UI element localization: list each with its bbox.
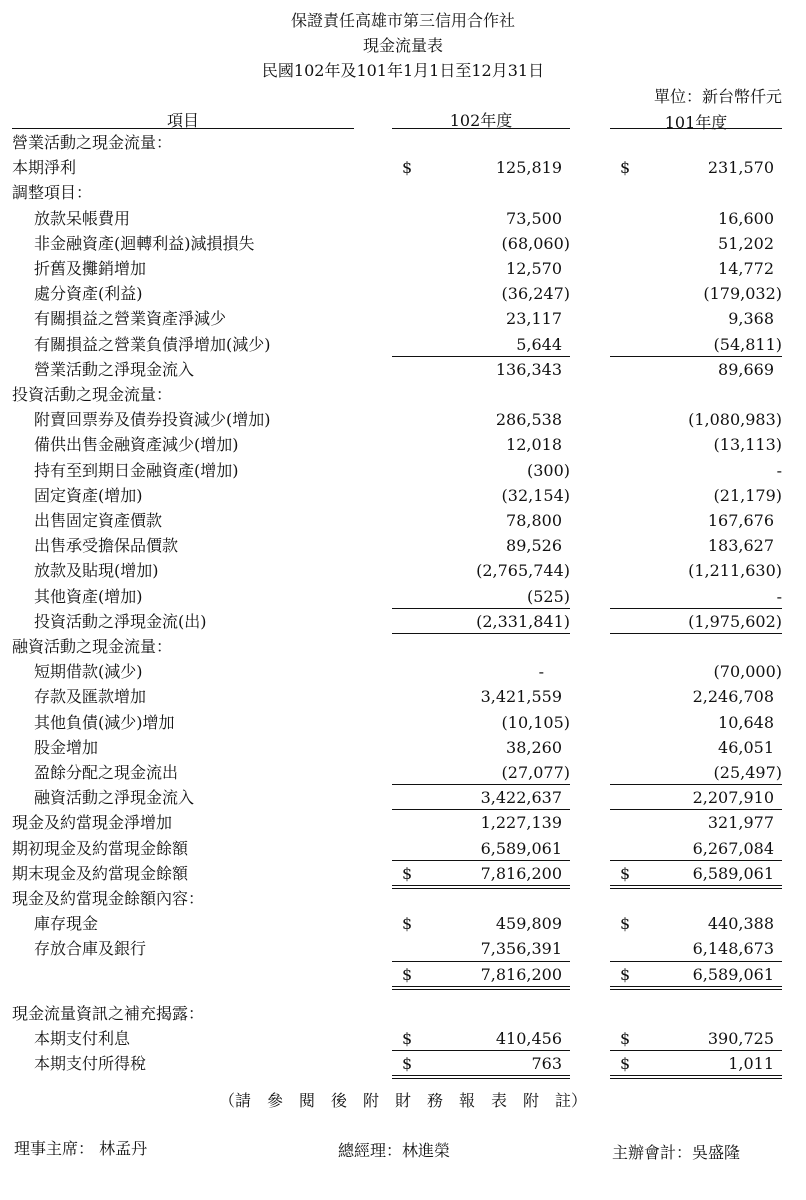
row-label: 有關損益之營業負債淨增加(減少) xyxy=(34,334,271,354)
row-label: 備供出售金融資產減少(增加) xyxy=(34,435,239,455)
row-label: 出售承受擔保品價款 xyxy=(34,536,179,556)
table-row xyxy=(0,1051,806,1076)
value-101: 440,388 xyxy=(707,914,774,934)
chief-accountant-signature: 主辦會計：吳盛隆 xyxy=(612,1143,741,1162)
header-rule-101 xyxy=(610,128,782,129)
value-101: (1,975,602) xyxy=(688,611,782,631)
row-label: 投資活動之淨現金流(出) xyxy=(34,611,207,631)
row-label: 庫存現金 xyxy=(34,914,99,934)
row-label: 營業活動之淨現金流入 xyxy=(34,359,195,379)
value-102: (2,331,841) xyxy=(476,611,570,631)
organization-name: 保證責任高雄市第三信用合作社 xyxy=(290,11,515,30)
currency-symbol-101: $ xyxy=(620,1029,631,1048)
value-101: 2,246,708 xyxy=(692,687,774,707)
value-102: 125,819 xyxy=(495,158,562,178)
value-101: (70,000) xyxy=(713,662,782,682)
value-101: 390,725 xyxy=(707,1029,774,1048)
row-label: 固定資產(增加) xyxy=(34,485,143,505)
value-102: 23,117 xyxy=(506,309,562,329)
value-101: 46,051 xyxy=(718,737,774,757)
table-row xyxy=(0,810,806,835)
notes-reference: （請 參 閱 後 附 財 務 報 表 附 註） xyxy=(218,1091,587,1110)
row-label: 期末現金及約當現金餘額 xyxy=(12,863,189,883)
value-102: 78,800 xyxy=(506,511,562,530)
table-row xyxy=(0,231,806,256)
chairman-signature: 理事主席： 林孟丹 xyxy=(14,1139,148,1158)
statement-title: 現金流量表 xyxy=(362,36,443,55)
value-101: (1,080,983) xyxy=(688,410,782,430)
row-label: 出售固定資產價款 xyxy=(34,511,163,530)
currency-symbol-102: $ xyxy=(402,158,413,178)
currency-symbol-101: $ xyxy=(620,158,631,178)
row-label: 融資活動之現金流量： xyxy=(12,637,173,656)
currency-symbol-102: $ xyxy=(402,964,413,984)
value-101: (1,211,630) xyxy=(688,561,782,581)
value-102: 12,570 xyxy=(506,259,562,278)
column-header-102: 102年度 xyxy=(449,111,513,130)
currency-symbol-101: $ xyxy=(620,863,631,883)
table-row xyxy=(0,458,806,483)
row-label: 放款呆帳費用 xyxy=(34,208,131,228)
header-rule-102 xyxy=(392,128,570,129)
table-row xyxy=(0,936,806,961)
value-101: 6,148,673 xyxy=(692,939,774,959)
table-row xyxy=(0,332,806,357)
table-row xyxy=(0,584,806,609)
row-label: 投資活動之現金流量： xyxy=(12,385,173,404)
table-row xyxy=(0,155,806,180)
table-row xyxy=(0,180,806,205)
row-label: 本期淨利 xyxy=(12,158,77,178)
row-label: 其他負債(減少)增加 xyxy=(34,712,175,732)
table-row xyxy=(0,508,806,533)
table-row xyxy=(0,256,806,281)
value-102: 3,422,637 xyxy=(480,788,562,808)
table-row xyxy=(0,634,806,659)
value-102: (10,105) xyxy=(501,712,570,732)
value-102: 1,227,139 xyxy=(480,813,562,833)
value-101: 167,676 xyxy=(707,511,774,530)
total-double-rule-102 xyxy=(392,1078,570,1079)
value-102: 286,538 xyxy=(495,410,562,430)
row-label: 短期借款(減少) xyxy=(34,662,143,682)
value-102: 7,816,200 xyxy=(480,964,562,984)
header-rule-item xyxy=(12,128,354,129)
table-row xyxy=(0,1001,806,1026)
row-label: 融資活動之淨現金流入 xyxy=(34,788,195,808)
subtotal-rule-102 xyxy=(392,986,570,987)
row-label: 現金及約當現金餘額內容： xyxy=(12,889,205,908)
row-label: 放款及貼現(增加) xyxy=(34,561,159,581)
row-label: 本期支付利息 xyxy=(34,1029,131,1048)
table-row xyxy=(0,684,806,709)
currency-symbol-101: $ xyxy=(620,1054,631,1074)
total-double-rule-102 xyxy=(392,989,570,990)
table-row xyxy=(0,962,806,987)
value-101: 89,669 xyxy=(718,359,774,379)
row-label: 附賣回票券及債券投資減少(增加) xyxy=(34,410,271,430)
row-label: 持有至到期日金融資產(增加) xyxy=(34,460,239,480)
row-label: 營業活動之現金流量： xyxy=(12,133,173,152)
value-101: (179,032) xyxy=(703,284,782,304)
currency-symbol-102: $ xyxy=(402,1029,413,1048)
row-label: 本期支付所得稅 xyxy=(34,1054,147,1074)
value-101: - xyxy=(776,460,782,480)
value-102: 12,018 xyxy=(506,435,562,455)
value-102: 410,456 xyxy=(495,1029,562,1048)
value-102: 7,816,200 xyxy=(480,863,562,883)
table-row xyxy=(0,281,806,306)
general-manager-signature: 總經理：林進榮 xyxy=(338,1141,451,1160)
row-label: 存放合庫及銀行 xyxy=(34,939,147,959)
total-double-rule-101 xyxy=(610,1078,782,1079)
table-row xyxy=(0,533,806,558)
subtotal-rule-102 xyxy=(392,1075,570,1076)
value-101: 10,648 xyxy=(718,712,774,732)
table-row xyxy=(0,407,806,432)
value-102: (36,247) xyxy=(501,284,570,304)
currency-symbol-102: $ xyxy=(402,1054,413,1074)
value-102: 459,809 xyxy=(495,914,562,934)
table-row xyxy=(0,483,806,508)
value-101: 2,207,910 xyxy=(692,788,774,808)
table-row xyxy=(0,785,806,810)
value-101: 14,772 xyxy=(718,259,774,278)
currency-unit: 單位：新台幣仟元 xyxy=(653,87,782,106)
row-label: 折舊及攤銷增加 xyxy=(34,259,147,278)
value-101: (13,113) xyxy=(713,435,782,455)
value-102: (300) xyxy=(526,460,570,480)
row-label: 調整項目： xyxy=(12,183,93,203)
value-102: (525) xyxy=(526,586,570,606)
column-header-101: 101年度 xyxy=(664,113,728,132)
value-102: - xyxy=(538,662,544,682)
value-101: - xyxy=(776,586,782,606)
value-101: 1,011 xyxy=(728,1054,774,1074)
value-102: 6,589,061 xyxy=(480,838,562,858)
value-102: 89,526 xyxy=(506,536,562,556)
row-label: 股金增加 xyxy=(34,737,99,757)
column-header-item: 項目 xyxy=(166,111,199,130)
value-101: 321,977 xyxy=(707,813,774,833)
value-101: 9,368 xyxy=(728,309,774,329)
value-101: (54,811) xyxy=(713,334,782,354)
currency-symbol-102: $ xyxy=(402,914,413,934)
currency-symbol-101: $ xyxy=(620,964,631,984)
currency-symbol-102: $ xyxy=(402,863,413,883)
table-row xyxy=(0,382,806,407)
subtotal-rule-101 xyxy=(610,986,782,987)
value-101: 6,589,061 xyxy=(692,964,774,984)
table-row xyxy=(0,558,806,583)
table-row xyxy=(0,760,806,785)
row-label: 期初現金及約當現金餘額 xyxy=(12,838,189,858)
row-label: 盈餘分配之現金流出 xyxy=(34,763,179,782)
value-102: 763 xyxy=(531,1054,562,1074)
value-101: (25,497) xyxy=(713,763,782,782)
value-102: 7,356,391 xyxy=(480,939,562,959)
row-label: 有關損益之營業資產淨減少 xyxy=(34,309,227,329)
table-row xyxy=(0,836,806,861)
statement-period: 民國102年及101年1月1日至12月31日 xyxy=(261,61,545,80)
row-label: 存款及匯款增加 xyxy=(34,687,147,707)
row-label: 非金融資產(迴轉利益)減損損失 xyxy=(34,233,255,253)
value-102: 136,343 xyxy=(495,359,562,379)
table-row xyxy=(0,911,806,936)
row-label: 處分資產(利益) xyxy=(34,284,143,304)
row-label: 現金及約當現金淨增加 xyxy=(12,813,173,833)
value-101: 6,589,061 xyxy=(692,863,774,883)
table-row xyxy=(0,130,806,155)
table-row xyxy=(0,306,806,331)
value-102: (27,077) xyxy=(501,763,570,782)
value-102: 73,500 xyxy=(506,208,562,228)
value-102: (2,765,744) xyxy=(476,561,570,581)
table-row xyxy=(0,659,806,684)
row-label: 其他資產(增加) xyxy=(34,586,143,606)
value-101: (21,179) xyxy=(713,485,782,505)
table-row xyxy=(0,206,806,231)
subtotal-rule-101 xyxy=(610,1075,782,1076)
value-101: 51,202 xyxy=(718,233,774,253)
value-102: (32,154) xyxy=(501,485,570,505)
total-double-rule-101 xyxy=(610,989,782,990)
row-label: 現金流量資訊之補充揭露： xyxy=(12,1003,205,1023)
table-row xyxy=(0,886,806,911)
value-101: 231,570 xyxy=(707,158,774,178)
currency-symbol-101: $ xyxy=(620,914,631,934)
value-102: (68,060) xyxy=(501,233,570,253)
table-row xyxy=(0,1026,806,1051)
table-row xyxy=(0,357,806,382)
value-101: 183,627 xyxy=(707,536,774,556)
table-row xyxy=(0,861,806,886)
table-row xyxy=(0,735,806,760)
table-row xyxy=(0,710,806,735)
value-102: 38,260 xyxy=(506,737,562,757)
value-102: 3,421,559 xyxy=(480,687,562,707)
table-row xyxy=(0,432,806,457)
value-101: 6,267,084 xyxy=(692,838,774,858)
value-102: 5,644 xyxy=(516,334,562,354)
value-101: 16,600 xyxy=(718,208,774,228)
table-row xyxy=(0,609,806,634)
